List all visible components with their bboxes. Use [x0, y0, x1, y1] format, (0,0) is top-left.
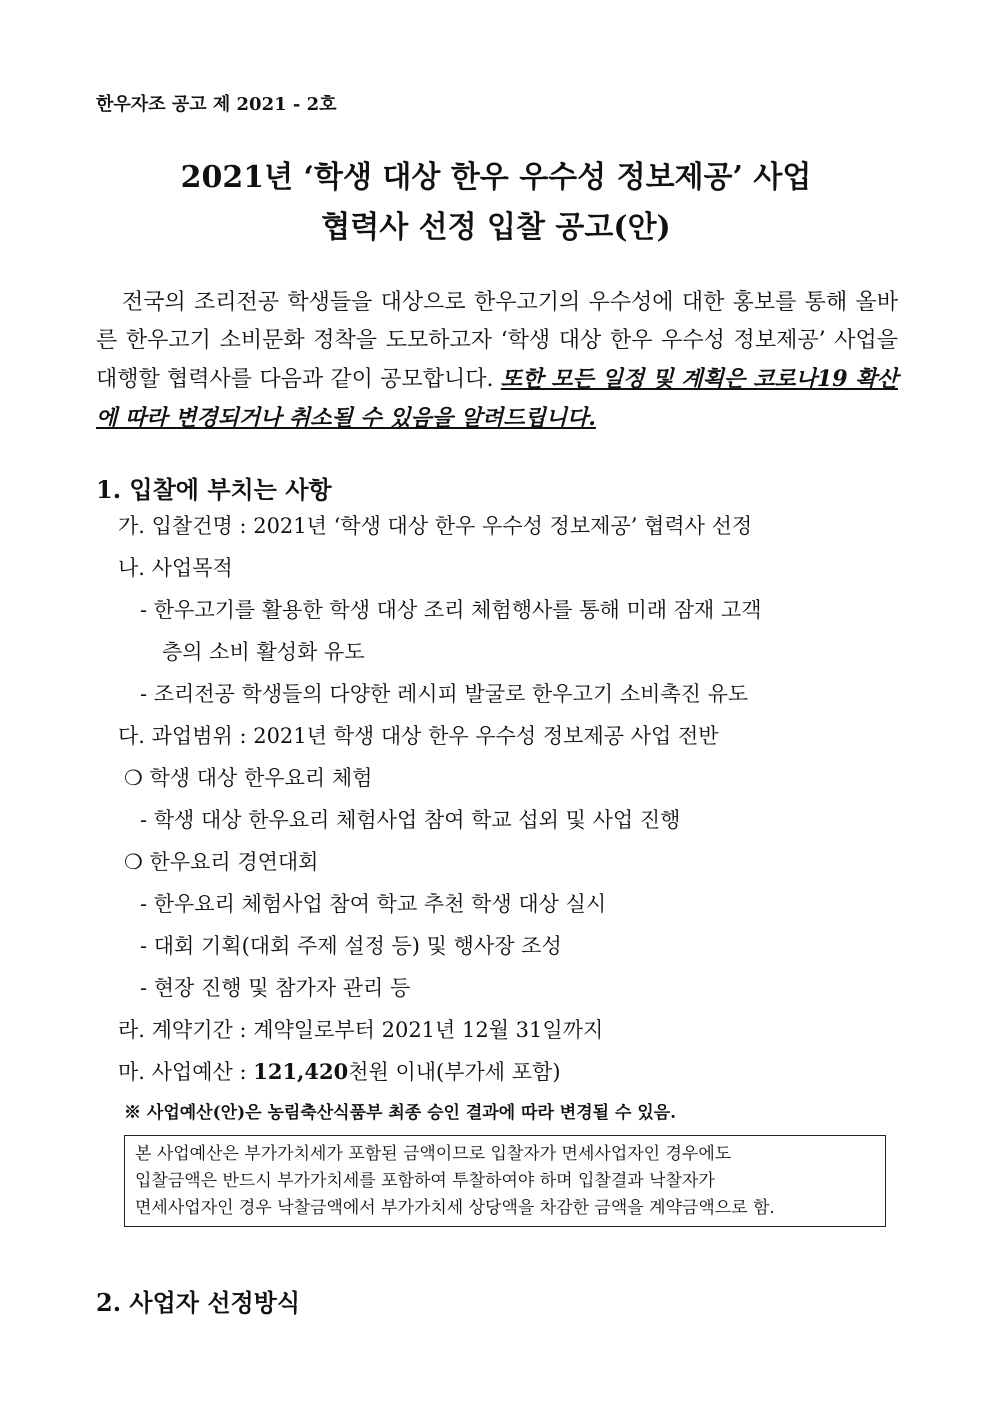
scope-circle-1: ❍ 학생 대상 한우요리 체험	[124, 766, 373, 790]
section-1-heading: 1. 입찰에 부치는 사항	[96, 475, 332, 504]
vat-notice-line-2: 입찰금액은 반드시 부가가치세를 포함하여 투찰하여야 하며 입찰결과 낙찰자가	[135, 1171, 715, 1191]
scope-circle-2: ❍ 한우요리 경연대회	[124, 850, 319, 874]
budget-amount: 121,420	[253, 1059, 349, 1084]
section-2-heading: 2. 사업자 선정방식	[96, 1288, 301, 1317]
na-item-1a: - 한우고기를 활용한 학생 대상 조리 체험행사를 통해 미래 잠재 고객	[140, 598, 762, 622]
scope-circle-2-item-3: - 현장 진행 및 참가자 관리 등	[140, 976, 411, 1000]
title-line-2: 협력사 선정 입찰 공고(안)	[321, 210, 671, 245]
scope-circle-2-item-1: - 한우요리 체험사업 참여 학교 추천 학생 대상 실시	[140, 892, 607, 916]
vat-notice-line-3: 면세사업자인 경우 낙찰금액에서 부가가치세 상당액을 차감한 금액을 계약금액으로 함.	[135, 1198, 775, 1218]
na-item-1b: 층의 소비 활성화 유도	[162, 640, 365, 664]
vat-notice-box	[124, 1135, 886, 1227]
scope-circle-1-item-1: - 학생 대상 한우요리 체험사업 참여 학교 섭외 및 사업 진행	[140, 808, 681, 832]
item-ra: 라. 계약기간 : 계약일로부터 2021년 12월 31일까지	[118, 1018, 604, 1042]
title-line-1: 2021년 ‘학생 대상 한우 우수성 정보제공’ 사업	[180, 160, 812, 195]
item-ma-prefix: 마. 사업예산 :	[118, 1060, 254, 1084]
item-ma	[118, 1056, 561, 1086]
intro-paragraph	[96, 284, 898, 438]
na-item-2: - 조리전공 학생들의 다양한 레시피 발굴로 한우고기 소비촉진 유도	[140, 682, 749, 706]
vat-notice-line-1: 본 사업예산은 부가가치세가 포함된 금액이므로 입찰자가 면세사업자인 경우에도	[135, 1144, 732, 1164]
intro-emphasis: 또한 모든 일정 및 계획은 코로나19 확산에 따라 변경되거나 취소될 수 있음을 알려드립니다.	[96, 366, 898, 431]
intro-text: 전국의 조리전공 학생들을 대상으로 한우고기의 우수성에 대한 홍보를 통해 올바른 한우고기 소비문화 정착을 도모하고자 ‘학생 대상 한우 우수성 정보제공’ 사업을 대행할 협력사를 다음과 같이 공모합니다.	[96, 290, 898, 392]
item-da: 다. 과업범위 : 2021년 학생 대상 한우 우수성 정보제공 사업 전반	[118, 724, 719, 748]
item-ma-suffix: 천원 이내(부가세 포함)	[348, 1060, 561, 1084]
item-na: 나. 사업목적	[118, 556, 233, 580]
scope-circle-2-item-2: - 대회 기획(대회 주제 설정 등) 및 행사장 조성	[140, 934, 562, 958]
budget-note: ※ 사업예산(안)은 농림축산식품부 최종 승인 결과에 따라 변경될 수 있음.	[124, 1103, 677, 1123]
notice-number: 한우자조 공고 제 2021 - 2호	[96, 94, 337, 115]
item-ga: 가. 입찰건명 : 2021년 ‘학생 대상 한우 우수성 정보제공’ 협력사 선정	[118, 514, 753, 538]
